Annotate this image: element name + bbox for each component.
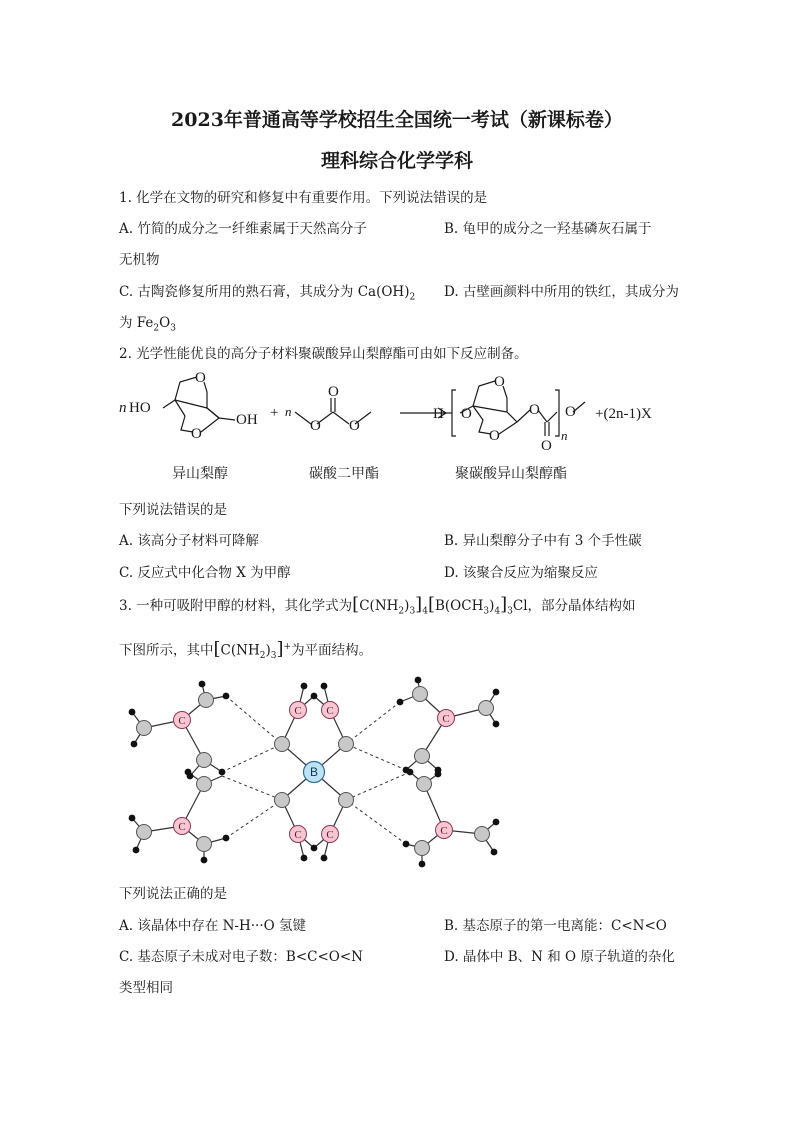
label-dimethyl-carbonate: 碳酸二甲酯	[309, 466, 379, 482]
q2-option-a: A. 该高分子材料可降解	[119, 533, 259, 549]
q3-option-c: C. 基态原子未成对电子数：B<C<O<N	[119, 949, 363, 965]
q2-option-b: B. 异山梨醇分子中有 3 个手性碳	[444, 533, 642, 549]
boron-atom-label: B	[309, 765, 319, 779]
label-polycarbonate: 聚碳酸异山梨醇酯	[455, 466, 567, 482]
label-isosorbide: 异山梨醇	[172, 466, 228, 482]
q3-option-d-cont: 类型相同	[119, 980, 173, 996]
oxygen-label: O	[328, 384, 339, 400]
q3-option-a: A. 该晶体中存在 N-H···O 氢键	[119, 918, 307, 934]
repeat-n: n	[561, 428, 568, 443]
q3-option-b: B. 基态原子的第一电离能：C<N<O	[444, 918, 667, 934]
page-subtitle: 理科综合化学学科	[320, 150, 473, 172]
carbon-atom-label: C	[326, 829, 334, 841]
oxygen-label: O	[461, 406, 472, 422]
q1-option-a: A. 竹简的成分之一纤维素属于天然高分子	[119, 221, 367, 237]
hydroxyl-left: HO	[129, 400, 151, 416]
carbon-atom-label: C	[178, 715, 186, 727]
page-title: 2023年普通高等学校招生全国统一考试（新课标卷）	[171, 109, 623, 131]
q1-option-c: C. 古陶瓷修复所用的熟石膏，其成分为 $Ca(OH)_2$	[119, 284, 416, 303]
q3-stem-line2: 下图所示，其中$[C(NH_2)_3]^+$为平面结构。	[119, 638, 373, 662]
q1-option-b: B. 龟甲的成分之一羟基磷灰石属于	[444, 221, 652, 237]
plus-sign: +	[270, 405, 279, 421]
q2-prompt: 下列说法错误的是	[119, 502, 227, 518]
reaction-scheme	[115, 368, 685, 458]
q1-option-b-cont: 无机物	[119, 252, 160, 268]
oxygen-label: O	[565, 404, 576, 420]
oxygen-label: O	[195, 370, 206, 386]
stoich-n: n	[285, 404, 292, 419]
q3-prompt: 下列说法正确的是	[119, 886, 227, 902]
hydrogen-end: H	[433, 406, 444, 422]
q2-stem: 2. 光学性能优良的高分子材料聚碳酸异山梨醇酯可由如下反应制备。	[119, 346, 528, 362]
crystal-structure-diagram	[122, 672, 512, 870]
oxygen-label: O	[310, 418, 321, 434]
oxygen-label: O	[349, 418, 360, 434]
oxygen-label: O	[191, 426, 202, 442]
byproduct: +(2n-1)X	[595, 406, 652, 422]
q1-option-d-cont: 为 $Fe_2O_3$	[119, 315, 176, 334]
oxygen-label: O	[489, 428, 500, 444]
carbon-atom-label: C	[326, 705, 334, 717]
stoich-n: n	[119, 400, 127, 416]
carbon-atom-label: C	[442, 713, 450, 725]
q1-option-d: D. 古壁画颜料中所用的铁红，其成分为	[444, 284, 679, 300]
carbon-atom-label: C	[294, 829, 302, 841]
oxygen-label: O	[494, 374, 505, 390]
q3-option-d: D. 晶体中 B、N 和 O 原子轨道的杂化	[444, 949, 675, 965]
carbon-atom-label: C	[440, 825, 448, 837]
carbon-atom-label: C	[178, 821, 186, 833]
oxygen-label: O	[541, 438, 552, 454]
q2-option-c: C. 反应式中化合物 X 为甲醇	[119, 565, 291, 581]
hydroxyl-right: OH	[236, 412, 258, 428]
q1-stem: 1. 化学在文物的研究和修复中有重要作用。下列说法错误的是	[119, 190, 488, 206]
q3-stem-line1: 3. 一种可吸附甲醇的材料，其化学式为$[C(NH_2)_3]_4[B(OCH_3)_4]_3Cl$，部分晶体结构如	[119, 594, 636, 617]
carbon-atom-label: C	[294, 705, 302, 717]
q2-option-d: D. 该聚合反应为缩聚反应	[444, 565, 598, 581]
oxygen-label: O	[529, 402, 540, 418]
